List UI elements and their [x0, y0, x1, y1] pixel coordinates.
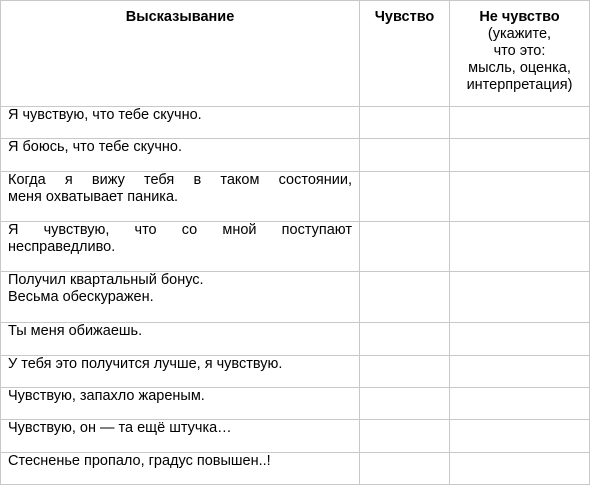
statement-text: У тебя это получится лучше, я чувствую. [8, 356, 283, 372]
not-feeling-answer-cell[interactable] [450, 420, 590, 453]
statement-text: Я чувствую, что тебе скучно. [8, 107, 202, 123]
not-feeling-header-note [457, 26, 582, 94]
statement-text: Чувствую, запахло жареным. [8, 388, 205, 404]
statement-cell [1, 172, 360, 222]
statement-cell [1, 222, 360, 272]
table-row [1, 272, 590, 323]
not-feeling-answer-cell[interactable] [450, 272, 590, 323]
header-note-line: мысль, оценка, [468, 60, 571, 76]
not-feeling-answer-cell[interactable] [450, 453, 590, 485]
not-feeling-answer-cell[interactable] [450, 222, 590, 272]
table-row [1, 453, 590, 485]
feeling-answer-cell[interactable] [360, 453, 450, 485]
table-row [1, 420, 590, 453]
statement-text: Весьма обескуражен. [8, 289, 154, 305]
statement-text: Я боюсь, что тебе скучно. [8, 139, 183, 155]
statement-cell [1, 139, 360, 172]
not-feeling-column-header [450, 1, 590, 107]
statement-cell [1, 420, 360, 453]
statement-text: Чувствую, он — та ещё штучка… [8, 420, 232, 436]
statement-cell [1, 323, 360, 356]
header-row [1, 1, 590, 107]
statement-text: Получил квартальный бонус. [8, 272, 204, 288]
table-row [1, 172, 590, 222]
not-feeling-answer-cell[interactable] [450, 388, 590, 420]
statement-text: меня охватывает паника. [8, 189, 179, 205]
feeling-answer-cell[interactable] [360, 323, 450, 356]
not-feeling-answer-cell[interactable] [450, 172, 590, 222]
not-feeling-answer-cell[interactable] [450, 139, 590, 172]
statement-cell [1, 388, 360, 420]
statement-column-header: Высказывание [1, 1, 360, 107]
statement-text: Я чувствую, что со мной поступают [8, 222, 352, 238]
feeling-answer-cell[interactable] [360, 222, 450, 272]
statement-cell [1, 453, 360, 485]
table-row [1, 388, 590, 420]
feeling-answer-cell[interactable] [360, 420, 450, 453]
table-row [1, 222, 590, 272]
statement-text: несправедливо. [8, 239, 116, 255]
not-feeling-answer-cell[interactable] [450, 356, 590, 388]
feeling-answer-cell[interactable] [360, 356, 450, 388]
header-note-line: (укажите, [487, 26, 552, 42]
feeling-answer-cell[interactable] [360, 272, 450, 323]
table-row [1, 323, 590, 356]
not-feeling-answer-cell[interactable] [450, 323, 590, 356]
statement-text: Когда я вижу тебя в таком состоянии, [8, 172, 352, 188]
table-row [1, 139, 590, 172]
header-note-line: что это: [493, 43, 546, 59]
feeling-answer-cell[interactable] [360, 107, 450, 139]
feeling-answer-cell[interactable] [360, 388, 450, 420]
statement-cell [1, 356, 360, 388]
header-note-line: интерпретация) [466, 77, 573, 93]
statement-text: Стесненье пропало, градус повышен..! [8, 453, 271, 469]
feeling-answer-cell[interactable] [360, 172, 450, 222]
not-feeling-answer-cell[interactable] [450, 107, 590, 139]
not-feeling-header-title: Не чувство [479, 9, 560, 25]
statement-cell [1, 272, 360, 323]
statement-text: Ты меня обижаешь. [8, 323, 143, 339]
table-row [1, 356, 590, 388]
table-row [1, 107, 590, 139]
statement-cell [1, 107, 360, 139]
feeling-column-header: Чувство [360, 1, 450, 107]
feeling-answer-cell[interactable] [360, 139, 450, 172]
